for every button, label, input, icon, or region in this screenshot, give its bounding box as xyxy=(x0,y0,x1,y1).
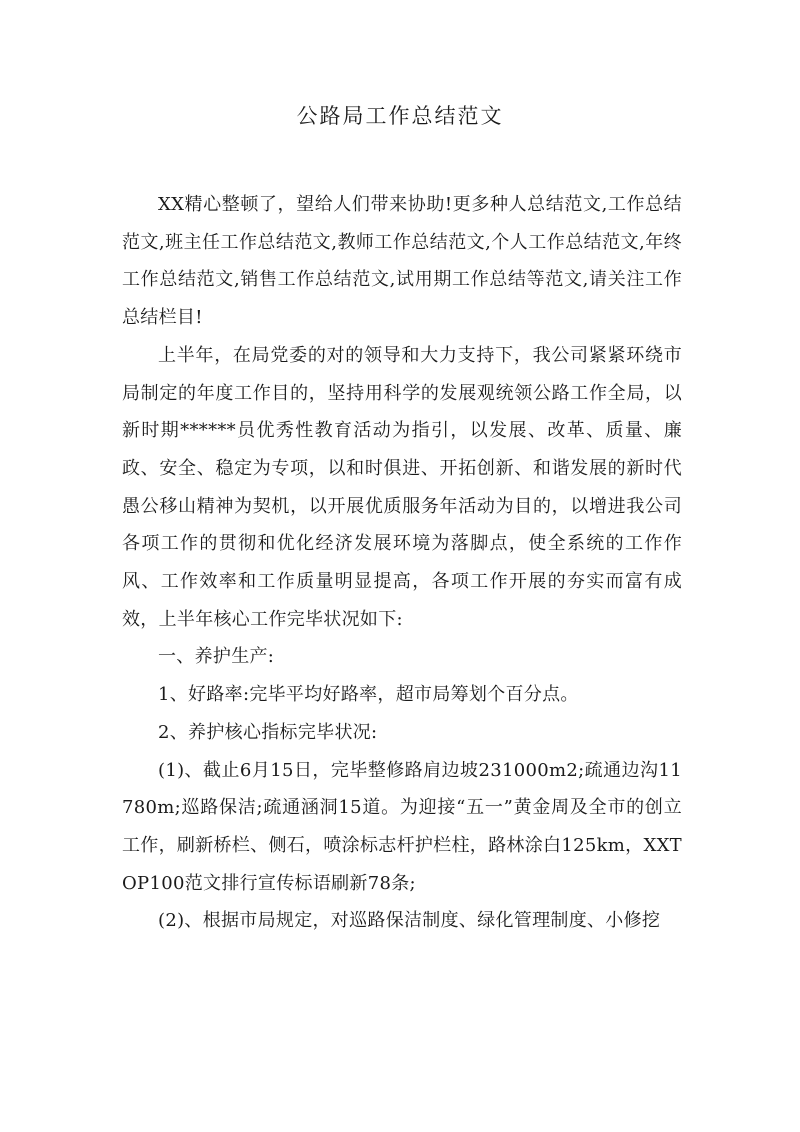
sub-item-2: (2)、根据市局规定，对巡路保洁制度、绿化管理制度、小修挖 xyxy=(158,910,661,932)
list-item-core-indicators: 2、养护核心指标完毕状况: xyxy=(158,721,378,743)
intro-paragraph: XX精心整顿了，望给人们带来协助!更多种人总结范文,工作总结范文,班主任工作总结范文,教师工作总结范文,个人工作总结范文,年终工作总结范文,销售工作总结范文,试用期工作总结等范文,请关注工作总结栏目! xyxy=(122,194,682,329)
section-heading-maintenance: 一、养护生产: xyxy=(158,646,275,668)
sub-item-1: (1)、截止6月15日，完毕整修路肩边坡231000m2;疏通边沟11780m;巡路保洁;疏通涵洞15道。为迎接“五一”黄金周及全市的创立工作，刷新桥栏、侧石，喷涂标志杆护栏柱，路林涂白125km，XXTOP100范文排行宣传标语刷新78条; xyxy=(122,759,682,894)
document-title: 公路局工作总结范文 xyxy=(296,104,504,128)
summary-paragraph: 上半年，在局党委的对的领导和大力支持下，我公司紧紧环绕市局制定的年度工作目的，坚持用科学的发展观统领公路工作全局，以新时期******员优秀性教育活动为指引，以发展、改革、质量、廉政、安全、稳定为专项，以和时俱进、开拓创新、和谐发展的新时代愚公移山精神为契机，以开展优质服务年活动为目的，以增进我公司各项工作的贯彻和优化经济发展环境为落脚点，使全系统的工作作风、工作效率和工作质量明显提高，各项工作开展的夯实而富有成效，上半年核心工作完毕状况如下: xyxy=(122,344,682,630)
list-item-road-rate: 1、好路率:完毕平均好路率，超市局筹划个百分点。 xyxy=(158,684,579,706)
document-body xyxy=(122,186,682,940)
